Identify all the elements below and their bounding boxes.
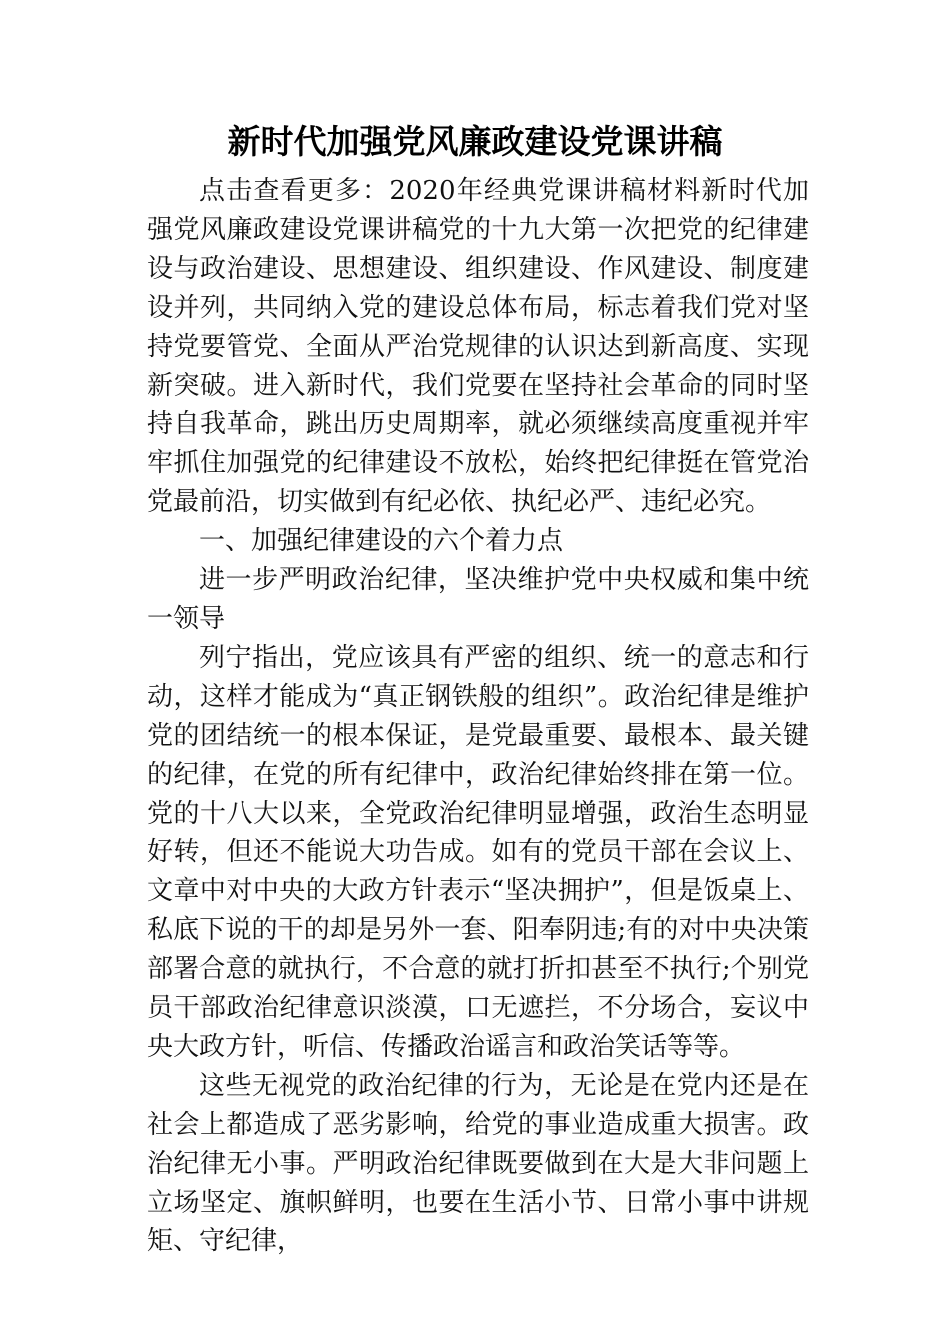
paragraph-lenin: 列宁指出，党应该具有严密的组织、统一的意志和行动，这样才能成为“真正钢铁般的组织”。政治纪律是维护党的团结统一的根本保证，是党最重要、最根本、最关键的纪律，在党的所有纪律中，政治纪律始终排在第一位。党的十八大以来，全党政治纪律明显增强，政治生态明显好转，但还不能说大功告成。如有的党员干部在会议上、文章中对中央的大政方针表示“坚决拥护”，但是饭桌上、私底下说的干的却是另外一套、阳奉阴违;有的对中央决策部署合意的就执行，不合意的就打折扣甚至不执行;个别党员干部政治纪律意识淡漠，口无遮拦，不分场合，妄议中央大政方针，听信、传播政治谣言和政治笑话等等。 <box>147 642 809 1062</box>
paragraph-discipline: 这些无视党的政治纪律的行为，无论是在党内还是在社会上都造成了恶劣影响，给党的事业造成重大损害。政治纪律无小事。严明政治纪律既要做到在大是大非问题上立场坚定、旗帜鲜明，也要在生活小节、日常小事中讲规矩、守纪律， <box>147 1070 809 1257</box>
subsection-heading: 进一步严明政治纪律，坚决维护党中央权威和集中统一领导 <box>147 565 809 634</box>
section-heading: 一、加强纪律建设的六个着力点 <box>199 526 564 557</box>
document-body <box>147 172 809 1261</box>
paragraph-intro: 点击查看更多：2020年经典党课讲稿材料新时代加强党风廉政建设党课讲稿党的十九大第一次把党的纪律建设与政治建设、思想建设、组织建设、作风建设、制度建设并列，共同纳入党的建设总体布局，标志着我们党对坚持党要管党、全面从严治党规律的认识达到新高度、实现新突破。进入新时代，我们党要在坚持社会革命的同时坚持自我革命，跳出历史周期率，就必须继续高度重视并牢牢抓住加强党的纪律建设不放松，始终把纪律挺在管党治党最前沿，切实做到有纪必依、执纪必严、违纪必究。 <box>147 176 809 518</box>
document-title: 新时代加强党风廉政建设党课讲稿 <box>227 122 723 161</box>
